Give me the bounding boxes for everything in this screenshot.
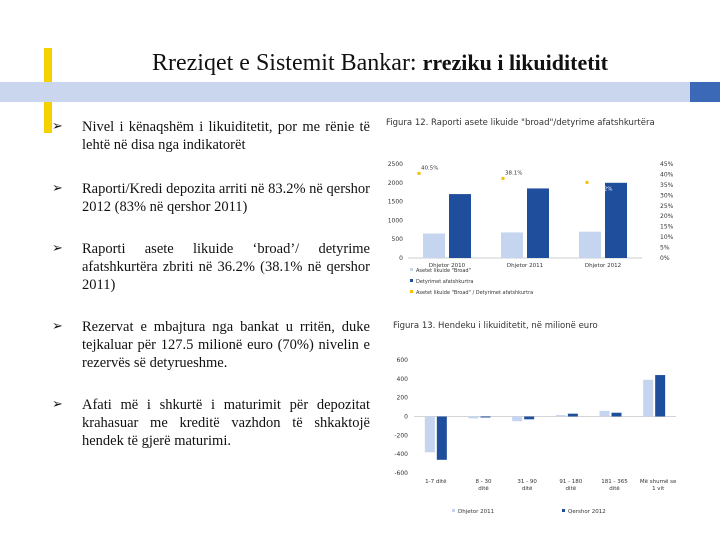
bullet-text: Nivel i kënaqshëm i likuiditetit, por me rënie të lehtë në disa nga indikatorët [82, 119, 370, 153]
x-tick-label: 1-7 ditë [425, 479, 447, 485]
bar-jun-2012 [655, 375, 665, 416]
y2-tick-label: 15% [660, 223, 674, 231]
bullet-text: Raporti/Kredi depozita arriti në 83.2% në qershor 2012 (83% në qershor 2011) [82, 181, 370, 215]
legend-label: Dhjetor 2011 [458, 509, 495, 515]
bar-short-term-liabilities [449, 194, 471, 258]
ratio-marker [418, 172, 421, 175]
y-tick-label: 2000 [387, 179, 403, 187]
ratio-marker [586, 181, 589, 184]
y2-tick-label: 10% [660, 234, 674, 242]
y2-tick-label: 40% [660, 171, 674, 179]
figure-12-chart [380, 150, 710, 310]
bar-jun-2012 [437, 417, 447, 460]
x-tick-label: Dhjetor 2011 [506, 263, 544, 269]
bar-jun-2012 [568, 414, 578, 417]
bar-dec-2011 [425, 417, 435, 453]
bullet-text: Raporti asete likuide ‘broad’/ detyrime afatshkurtëra zbriti në 36.2% (38.1% në qershor 2011) [82, 241, 370, 293]
y2-tick-label: 35% [660, 181, 674, 189]
slide-title [0, 50, 720, 77]
arrow-bullet-icon: ➢ [52, 119, 63, 134]
figure-12-title: Figura 12. Raporti asete likuide "broad"/detyrime afatshkurtëra [386, 118, 655, 128]
header-band-accent [690, 82, 720, 102]
figure-13-chart [384, 345, 694, 525]
y-tick-label: 600 [396, 357, 408, 364]
bar-liquid-assets [423, 234, 445, 258]
bar-short-term-liabilities [605, 183, 627, 258]
arrow-bullet-icon: ➢ [52, 397, 63, 412]
x-tick-label: Dhjetor 2010 [428, 263, 466, 269]
y-tick-label: -600 [394, 470, 408, 477]
header-band [0, 82, 720, 102]
x-tick-label: ditë [478, 486, 489, 492]
x-tick-label: 1 vit [652, 486, 665, 492]
bar-dec-2011 [512, 417, 522, 422]
legend-swatch [452, 509, 455, 512]
y2-tick-label: 20% [660, 213, 674, 221]
y-tick-label: -200 [394, 432, 408, 440]
bar-jun-2012 [524, 417, 534, 420]
arrow-bullet-icon: ➢ [52, 319, 63, 334]
x-tick-label: ditë [521, 486, 533, 492]
y2-tick-label: 45% [660, 161, 674, 168]
arrow-bullet-icon: ➢ [52, 241, 63, 256]
bar-short-term-liabilities [527, 188, 549, 258]
legend-label: Asetet likuide "Broad" / Detyrimet afatshkurtra [416, 290, 534, 296]
ratio-data-label: 40.5% [421, 165, 439, 172]
arrow-bullet-icon: ➢ [52, 181, 63, 196]
y-tick-label: 400 [396, 375, 408, 383]
bullet-text: Rezervat e mbajtura nga bankat u rritën, duke tejkaluar për 127.5 milionë euro (70%) nivelin e rezervës së detyrueshme. [82, 319, 370, 371]
x-tick-label: 91 - 180 [559, 479, 583, 485]
figure-13-title: Figura 13. Hendeku i likuiditetit, në milionë euro [393, 321, 598, 331]
legend-swatch [410, 268, 413, 271]
legend-label: Asetet likuide "Broad" [416, 268, 471, 274]
bar-liquid-assets [579, 232, 601, 258]
ratio-data-label: 36.2% [595, 186, 613, 193]
x-tick-label: Dhjetor 2012 [584, 263, 622, 269]
ratio-data-label: 38.1% [505, 170, 523, 177]
x-tick-label: ditë [565, 486, 577, 492]
legend-swatch [410, 290, 413, 293]
bar-liquid-assets [501, 232, 523, 258]
slide-title-bold: rreziku i likuiditetit [422, 50, 608, 75]
x-tick-label: 181 - 365 [601, 479, 628, 485]
legend-label: Detyrimet afatshkurtra [416, 279, 474, 285]
bar-jun-2012 [481, 417, 491, 418]
legend-label: Qershor 2012 [568, 509, 606, 515]
bar-dec-2011 [600, 411, 610, 417]
y-tick-label: 0 [399, 255, 403, 262]
y-tick-label: 0 [404, 413, 408, 421]
ratio-marker [502, 177, 505, 180]
x-tick-label: 8 - 30 [475, 479, 492, 485]
y2-tick-label: 5% [660, 244, 670, 252]
y-tick-label: 1000 [387, 217, 403, 225]
y2-tick-label: 25% [660, 202, 674, 210]
x-tick-label: Më shumë se [639, 479, 677, 485]
y2-tick-label: 30% [660, 192, 674, 200]
x-tick-label: ditë [609, 486, 620, 492]
bullet-text: Afati më i shkurtë i maturimit për depozitat krahasuar me kreditë vazhdon të shkaktojë hendek të gjerë maturimi. [82, 397, 370, 449]
bar-jun-2012 [612, 413, 622, 417]
slide-title-regular: Rreziqet e Sistemit Bankar: [152, 50, 423, 76]
bar-dec-2011 [643, 380, 653, 417]
y-tick-label: 2500 [387, 161, 403, 168]
y-tick-label: -400 [394, 451, 408, 459]
y-tick-label: 1500 [387, 198, 403, 206]
y2-tick-label: 0% [660, 255, 670, 262]
legend-swatch [562, 509, 565, 512]
y-tick-label: 200 [396, 394, 408, 402]
x-tick-label: 31 - 90 [517, 479, 537, 485]
y-tick-label: 500 [391, 236, 403, 244]
bar-dec-2011 [469, 417, 479, 419]
bar-dec-2011 [556, 415, 566, 416]
legend-swatch [410, 279, 413, 282]
